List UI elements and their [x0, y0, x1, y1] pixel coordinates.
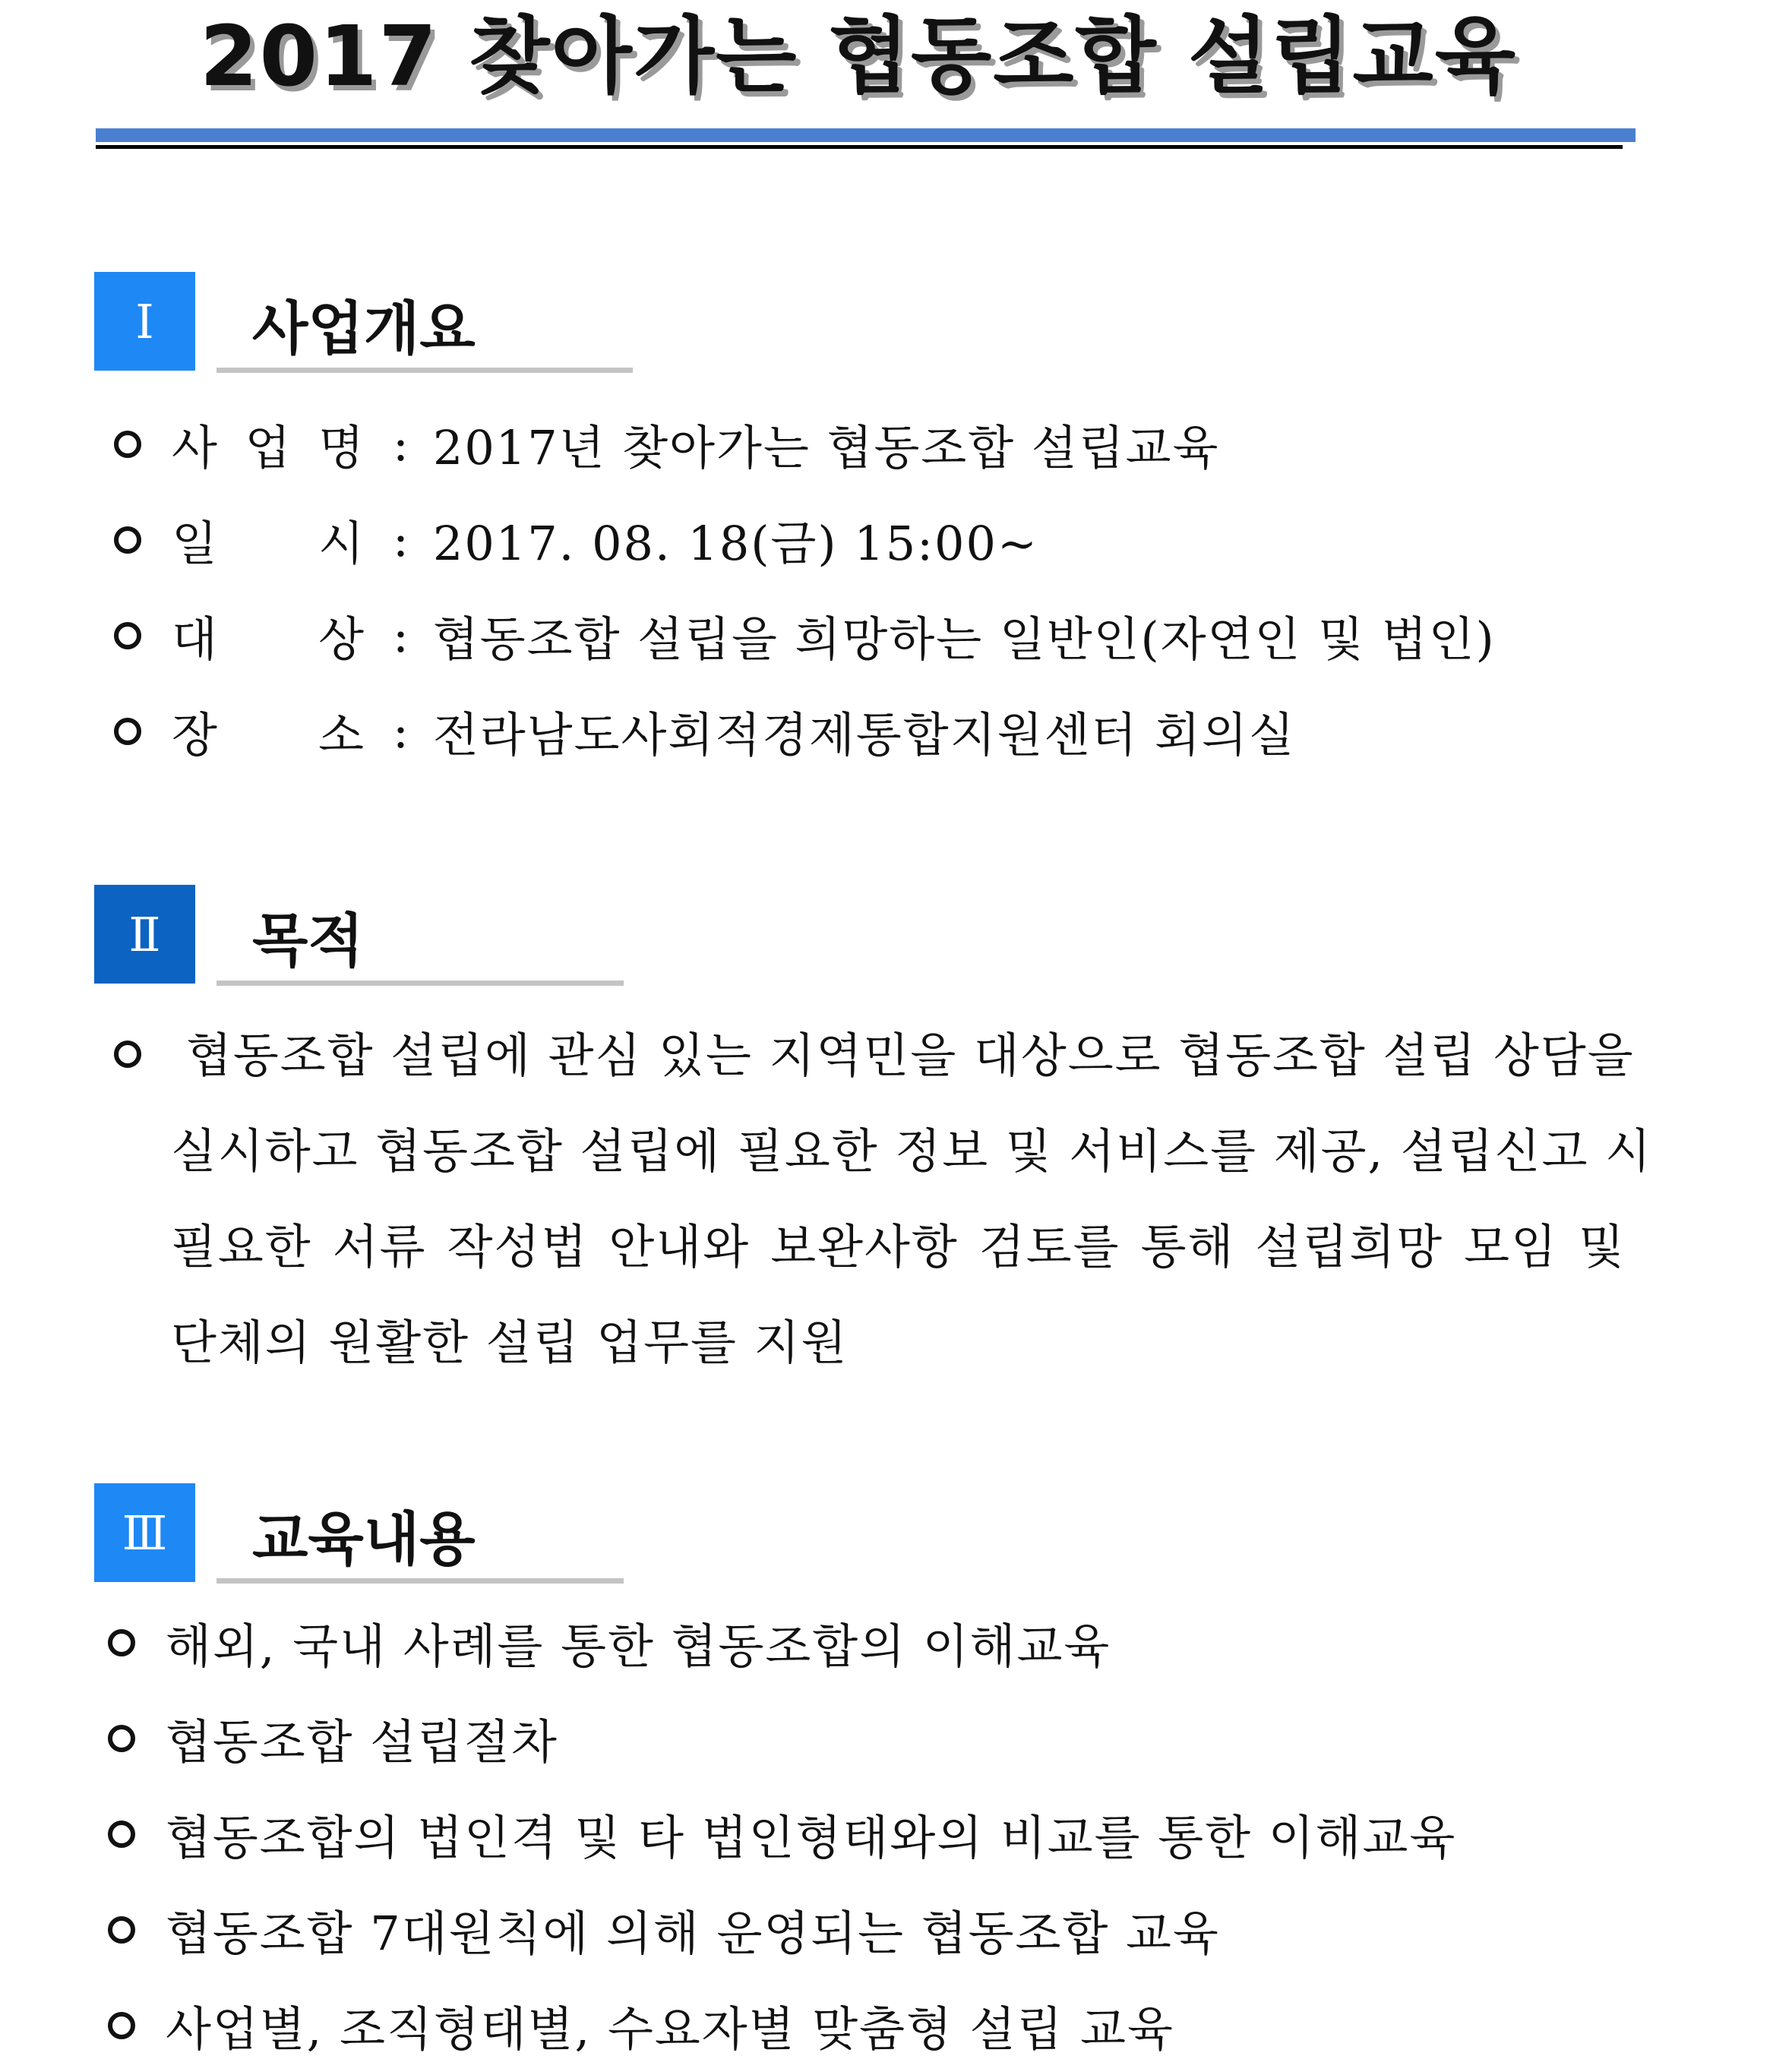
paragraph-line: 협동조합 설립에 관심 있는 지역민을 대상으로 협동조합 설립 상담을 [186, 1028, 1635, 1083]
list-item [108, 1609, 1111, 1676]
title-rule-blue [96, 128, 1636, 142]
bullet-circle-icon [108, 1916, 135, 1944]
bullet-circle-icon [114, 718, 141, 745]
paragraph-line: 단체의 원활한 설립 업무를 지원 [171, 1315, 849, 1370]
list-item [108, 1896, 1220, 1963]
bullet-circle-icon [108, 1725, 135, 1752]
section-number: Ⅰ [135, 293, 154, 349]
paragraph-line: 실시하고 협동조합 설립에 필요한 정보 및 서비스를 제공, 설립신고 시 [171, 1123, 1653, 1179]
item-text: 사업별, 조직형태별, 수요자별 맞춤형 설립 교육 [166, 2001, 1174, 2057]
item-text: 협동조합 7대원칙에 의해 운영되는 협동조합 교육 [166, 1906, 1220, 1961]
section-number-box [94, 272, 195, 371]
bullet-circle-icon [108, 2012, 135, 2039]
item-value: 2017년 찾아가는 협동조합 설립교육 [432, 420, 1220, 475]
list-item [108, 1991, 1174, 2059]
section-heading: 사업개요 [252, 295, 476, 362]
item-text: 협동조합의 법인격 및 타 법인형태와의 비교를 통한 이해교육 [166, 1810, 1457, 1865]
bullet-circle-icon [108, 1821, 135, 1848]
section-number: Ⅱ [128, 906, 161, 962]
list-item [108, 1704, 558, 1772]
bullet-circle-icon [114, 431, 141, 458]
item-label: 장 소 [172, 707, 365, 763]
list-item [108, 1800, 1456, 1868]
item-value: 전라남도사회적경제통합지원센터 회의실 [432, 707, 1296, 763]
bullet-circle-icon [114, 526, 141, 554]
section-heading: 목적 [252, 907, 364, 974]
bullet-circle-icon [108, 1629, 135, 1656]
section-underline [216, 368, 633, 373]
list-item: 일 시 : 2017. 08. 18(금) 15:00~ [114, 506, 1038, 573]
item-label: 사 업 명 [172, 420, 365, 475]
bullet-circle-icon [114, 622, 141, 649]
title-rule-black [96, 145, 1623, 149]
section-underline [216, 981, 624, 986]
item-label: 대 상 [172, 611, 365, 667]
list-item: 장 소 : 전라남도사회적경제통합지원센터 회의실 [114, 697, 1296, 765]
bullet-circle-icon [114, 1041, 141, 1068]
section-heading: 교육내용 [252, 1505, 476, 1573]
section-number-box [94, 1483, 195, 1582]
purpose-paragraph [114, 1018, 1653, 1382]
paragraph-line: 필요한 서류 작성법 안내와 보완사항 검토를 통해 설립희망 모임 및 [171, 1219, 1626, 1274]
item-label: 일 시 [172, 516, 365, 571]
section-number-box [94, 885, 195, 984]
list-item: 대 상 : 협동조합 설립을 희망하는 일반인(자연인 및 법인) [114, 602, 1496, 669]
item-text: 협동조합 설립절차 [166, 1714, 558, 1770]
list-item: 사 업 명 : 2017년 찾아가는 협동조합 설립교육 [114, 410, 1219, 478]
section-number: Ⅲ [122, 1505, 168, 1561]
item-value: 협동조합 설립을 희망하는 일반인(자연인 및 법인) [432, 611, 1496, 667]
item-value: 2017. 08. 18(금) 15:00~ [432, 516, 1038, 571]
page-title: 2017 찾아가는 협동조합 설립교육 [199, 8, 1518, 105]
section-underline [216, 1578, 624, 1584]
item-text: 해외, 국내 사례를 통한 협동조합의 이해교육 [166, 1618, 1111, 1674]
